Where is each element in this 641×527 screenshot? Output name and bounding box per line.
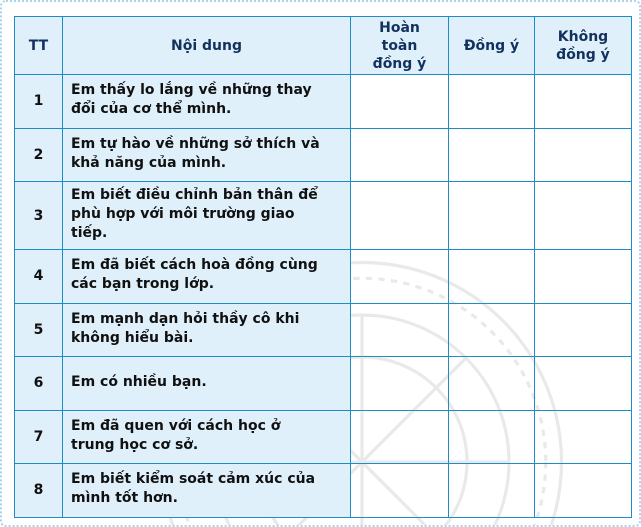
cell-agree[interactable] [449, 75, 535, 129]
cell-fully-agree[interactable] [351, 303, 449, 357]
cell-fully-agree[interactable] [351, 410, 449, 464]
cell-disagree[interactable] [535, 250, 632, 304]
row-content [63, 250, 351, 304]
cell-fully-agree[interactable] [351, 128, 449, 182]
table-row [15, 250, 632, 304]
header-disagree [535, 17, 632, 75]
cell-disagree[interactable] [535, 128, 632, 182]
row-number: 2 [15, 128, 63, 182]
row-content-text: Em mạnh dạn hỏi thầy cô khi không hiểu bài. [71, 310, 300, 346]
header-tt: TT [15, 17, 63, 75]
row-number: 3 [15, 182, 63, 250]
row-number: 4 [15, 250, 63, 304]
cell-disagree[interactable] [535, 75, 632, 129]
row-content-text: Em biết điều chỉnh bản thân để phù hợp với môi trường giao tiếp. [71, 187, 318, 241]
row-content [63, 128, 351, 182]
header-disagree-label: Không đồng ý [556, 28, 610, 63]
row-content [63, 75, 351, 129]
table-row [15, 410, 632, 464]
cell-agree[interactable] [449, 357, 535, 411]
cell-fully-agree[interactable] [351, 250, 449, 304]
table-row [15, 464, 632, 518]
row-content [63, 410, 351, 464]
header-fully-agree [351, 17, 449, 75]
row-content [63, 357, 351, 411]
row-content-text: Em đã quen với cách học ở trung học cơ sở. [71, 417, 281, 453]
row-number: 7 [15, 410, 63, 464]
row-number: 5 [15, 303, 63, 357]
cell-fully-agree[interactable] [351, 357, 449, 411]
cell-agree[interactable] [449, 250, 535, 304]
row-content-text: Em tự hào về những sở thích và khả năng của mình. [71, 135, 320, 171]
cell-disagree[interactable] [535, 182, 632, 250]
cell-agree[interactable] [449, 410, 535, 464]
table-row [15, 75, 632, 129]
header-row [15, 17, 632, 75]
row-number: 8 [15, 464, 63, 518]
header-content: Nội dung [63, 17, 351, 75]
header-agree: Đồng ý [449, 17, 535, 75]
header-fully-agree-label: Hoàn toàn đồng ý [372, 19, 427, 72]
cell-agree[interactable] [449, 182, 535, 250]
cell-agree[interactable] [449, 464, 535, 518]
row-content-text: Em đã biết cách hoà đồng cùng các bạn trong lớp. [71, 257, 318, 293]
row-content-text: Em có nhiều bạn. [71, 373, 207, 390]
cell-disagree[interactable] [535, 464, 632, 518]
row-content-text: Em biết kiểm soát cảm xúc của mình tốt hơn. [71, 471, 316, 507]
cell-disagree[interactable] [535, 357, 632, 411]
cell-disagree[interactable] [535, 410, 632, 464]
row-number: 1 [15, 75, 63, 129]
cell-disagree[interactable] [535, 303, 632, 357]
cell-agree[interactable] [449, 128, 535, 182]
cell-agree[interactable] [449, 303, 535, 357]
cell-fully-agree[interactable] [351, 182, 449, 250]
table-row [15, 303, 632, 357]
row-number: 6 [15, 357, 63, 411]
table-row [15, 357, 632, 411]
table-row [15, 128, 632, 182]
table-row [15, 182, 632, 250]
cell-fully-agree[interactable] [351, 464, 449, 518]
cell-fully-agree[interactable] [351, 75, 449, 129]
survey-table [14, 16, 632, 518]
row-content [63, 464, 351, 518]
row-content-text: Em thấy lo lắng về những thay đổi của cơ thể mình. [71, 82, 312, 118]
row-content [63, 182, 351, 250]
row-content [63, 303, 351, 357]
